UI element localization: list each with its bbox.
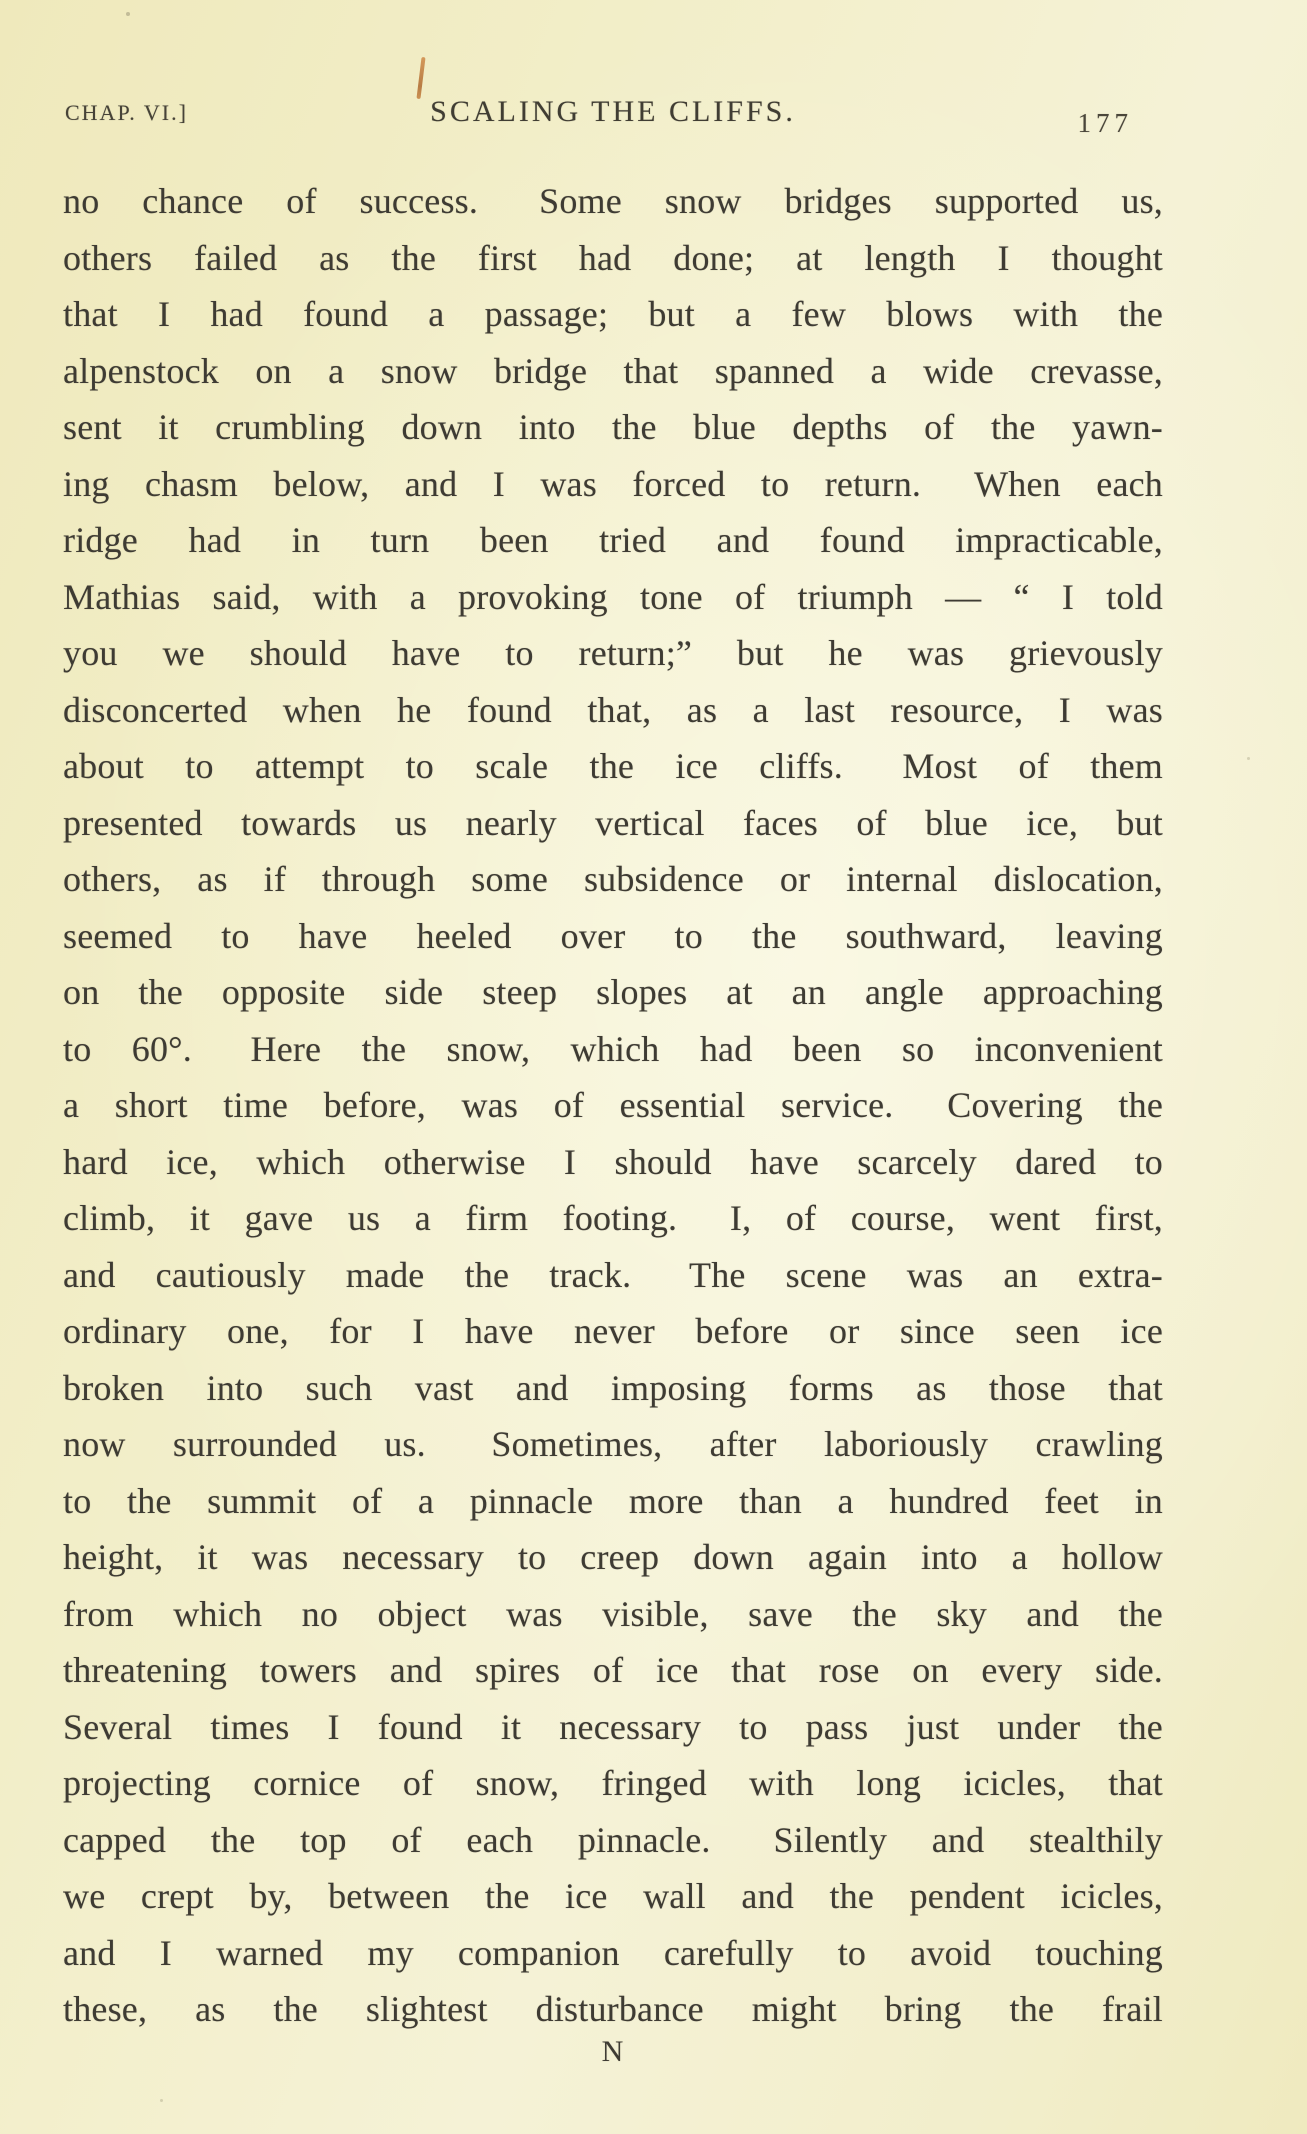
text-line: you we should have to return;” but he was grievously (63, 633, 1163, 673)
body-text (63, 173, 1163, 2038)
page-header (63, 84, 1163, 138)
running-title: SCALING THE CLIFFS. (430, 95, 796, 128)
text-line: projecting cornice of snow, fringed with long icicles, that (63, 1763, 1163, 1803)
text-line: presented towards us nearly vertical faces of blue ice, but (63, 802, 1163, 843)
text-line: sent it crumbling down into the blue depths of the yawn- (63, 407, 1163, 447)
text-line: these, as the slightest disturbance might bring the frail (63, 1989, 1163, 2029)
text-line: hard ice, which otherwise I should have scarcely dared to (63, 1141, 1163, 1182)
text-line: alpenstock on a snow bridge that spanned a wide crevasse, (63, 350, 1163, 391)
signature-mark: N (601, 2035, 625, 2068)
text-line: capped the top of each pinnacle. Silently and stealthily (63, 1819, 1163, 1860)
text-line: Several times I found it necessary to pass just under the (63, 1706, 1163, 1747)
text-line: that I had found a passage; but a few blows with the (63, 294, 1163, 334)
text-line: from which no object was visible, save the sky and the (63, 1593, 1163, 1634)
text-line: seemed to have heeled over to the southward, leaving (63, 915, 1163, 956)
text-line: we crept by, between the ice wall and the pendent icicles, (63, 1876, 1163, 1916)
text-line: no chance of success. Some snow bridges supported us, (63, 181, 1163, 221)
paper-speck (1247, 757, 1250, 760)
text-line: others failed as the first had done; at length I thought (63, 237, 1163, 278)
text-line: on the opposite side steep slopes at an angle approaching (63, 972, 1163, 1012)
text-line: height, it was necessary to creep down again into a hollow (63, 1537, 1163, 1577)
text-line: ridge had in turn been tried and found impracticable, (63, 520, 1163, 560)
text-line: to 60°. Here the snow, which had been so inconvenient (63, 1028, 1163, 1069)
text-line: climb, it gave us a firm footing. I, of course, went first, (63, 1198, 1163, 1238)
text-line: Mathias said, with a provoking tone of triumph — “ I told (63, 576, 1163, 617)
paper-speck (126, 12, 130, 16)
text-line: and cautiously made the track. The scene was an extra- (63, 1254, 1163, 1295)
text-line: ing chasm below, and I was forced to return. When each (63, 463, 1163, 504)
text-line: to the summit of a pinnacle more than a hundred feet in (63, 1480, 1163, 1521)
text-line: disconcerted when he found that, as a last resource, I was (63, 689, 1163, 730)
chapter-label: CHAP. VI.] (65, 100, 188, 125)
paper-speck (160, 2099, 163, 2102)
text-line: and I warned my companion carefully to avoid touching (63, 1932, 1163, 1973)
page-number: 177 (1077, 108, 1133, 138)
text-line: broken into such vast and imposing forms as those that (63, 1367, 1163, 1408)
text-line: now surrounded us. Sometimes, after laboriously crawling (63, 1424, 1163, 1464)
text-line: a short time before, was of essential service. Covering the (63, 1085, 1163, 1125)
text-line: threatening towers and spires of ice that rose on every side. (63, 1650, 1163, 1690)
text-line: about to attempt to scale the ice cliffs. Most of them (63, 746, 1163, 786)
text-line: others, as if through some subsidence or internal dislocation, (63, 859, 1163, 899)
text-line: ordinary one, for I have never before or since seen ice (63, 1311, 1163, 1351)
